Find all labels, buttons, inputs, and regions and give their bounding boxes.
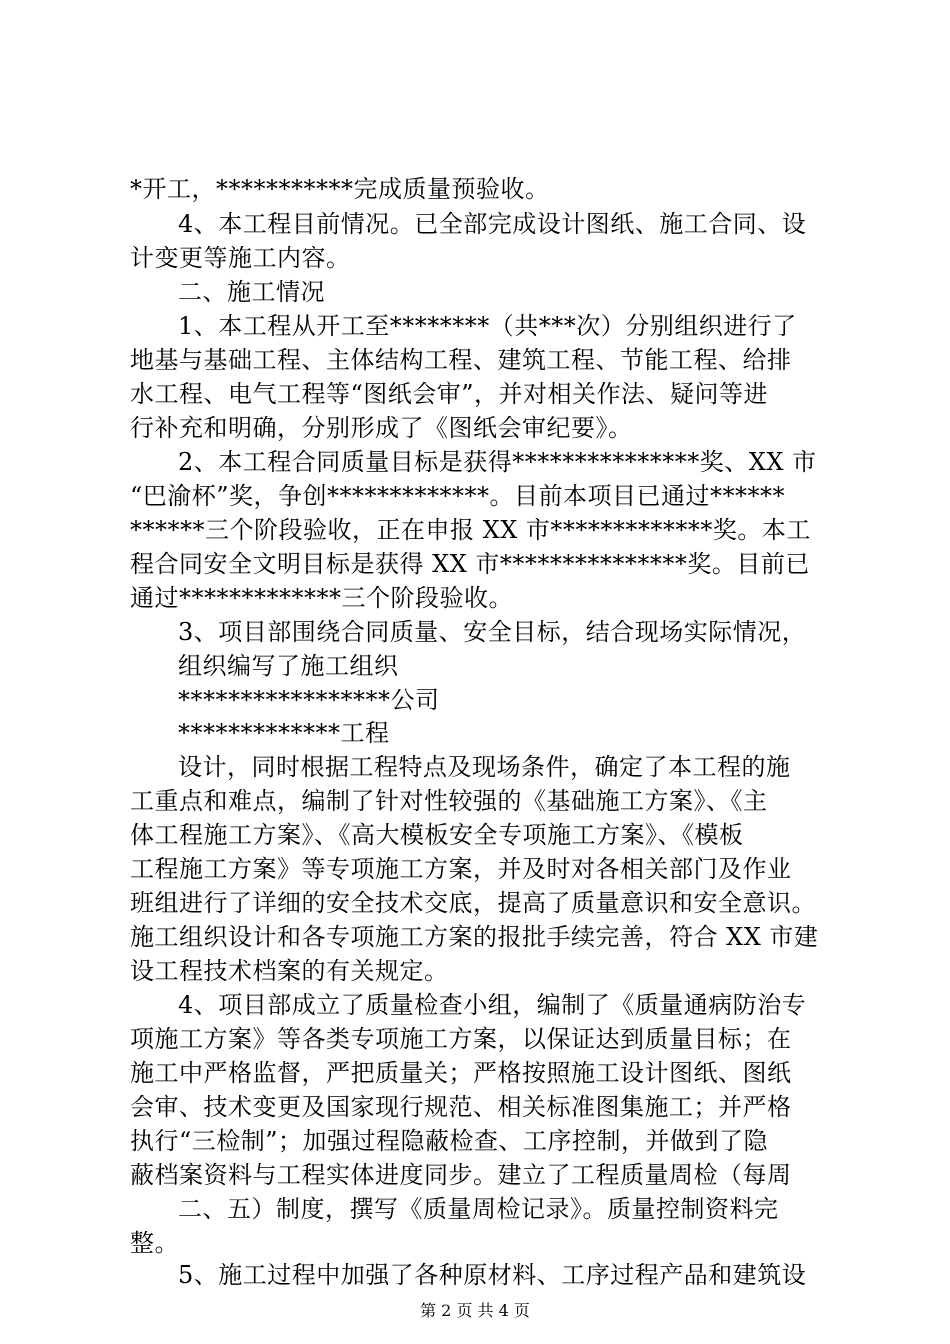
text-line: 1、本工程从开工至********（共***次）分别组织进行了: [178, 312, 797, 340]
text-line: 会审、技术变更及国家现行规范、相关标准图集施工；并严格: [130, 1093, 792, 1121]
section-heading: 二、施工情况: [178, 278, 325, 306]
text-line: 整。: [130, 1229, 179, 1257]
text-line: 二、五）制度，撰写《质量周检记录》。质量控制资料完: [178, 1195, 779, 1223]
text-line: 蔽档案资料与工程实体进度同步。建立了工程质量周检（每周: [130, 1161, 792, 1189]
text-line: *************工程: [178, 719, 390, 747]
text-line: *****************公司: [178, 686, 440, 714]
text-line: 组织编写了施工组织: [178, 652, 399, 680]
text-line: 4、项目部成立了质量检查小组，编制了《质量通病防治专: [178, 991, 807, 1019]
text-line: 计变更等施工内容。: [130, 244, 351, 272]
text-line: 工程施工方案》等专项施工方案，并及时对各相关部门及作业: [130, 855, 792, 883]
text-line: 4、本工程目前情况。已全部完成设计图纸、施工合同、设: [178, 210, 807, 238]
text-line: 执行“三检制”；加强过程隐蔽检查、工序控制，并做到了隐: [130, 1127, 769, 1155]
text-line: 体工程施工方案》、《高大模板安全专项施工方案》、《模板: [130, 821, 744, 849]
text-line: 设计，同时根据工程特点及现场条件，确定了本工程的施: [178, 753, 791, 781]
page-number: 第 2 页 共 4 页: [420, 1301, 530, 1320]
text-line: 水工程、电气工程等“图纸会审”，并对相关作法、疑问等进: [130, 380, 769, 408]
text-line: 5、施工过程中加强了各种原材料、工序过程产品和建筑设: [178, 1261, 807, 1289]
text-line: ******三个阶段验收，正在申报 XX 市*************奖。本工: [130, 516, 811, 544]
text-line: 设工程技术档案的有关规定。: [130, 957, 449, 985]
text-line: “巴渝杯”奖，争创*************。目前本项目已通过******: [130, 482, 786, 510]
text-line: 2、本工程合同质量目标是获得***************奖、XX 市: [178, 448, 817, 476]
text-line: 班组进行了详细的安全技术交底，提高了质量意识和安全意识。: [130, 889, 816, 917]
text-line: 施工组织设计和各专项施工方案的报批手续完善，符合 XX 市建: [130, 923, 819, 951]
text-line: 程合同安全文明目标是获得 XX 市***************奖。目前已: [130, 550, 810, 578]
text-line: 地基与基础工程、主体结构工程、建筑工程、节能工程、给排: [130, 346, 792, 374]
text-line: 通过*************三个阶段验收。: [130, 584, 513, 612]
text-line: 3、项目部围绕合同质量、安全目标，结合现场实际情况，: [178, 618, 807, 646]
text-line: 项施工方案》等各类专项施工方案，以保证达到质量目标；在: [130, 1025, 792, 1053]
text-line: 工重点和难点，编制了针对性较强的《基础施工方案》、《主: [130, 787, 768, 815]
text-line: 行补充和明确，分别形成了《图纸会审纪要》。: [130, 414, 633, 442]
text-line: *开工，***********完成质量预验收。: [130, 175, 550, 203]
text-line: 施工中严格监督，严把质量关；严格按照施工设计图纸、图纸: [130, 1059, 792, 1087]
